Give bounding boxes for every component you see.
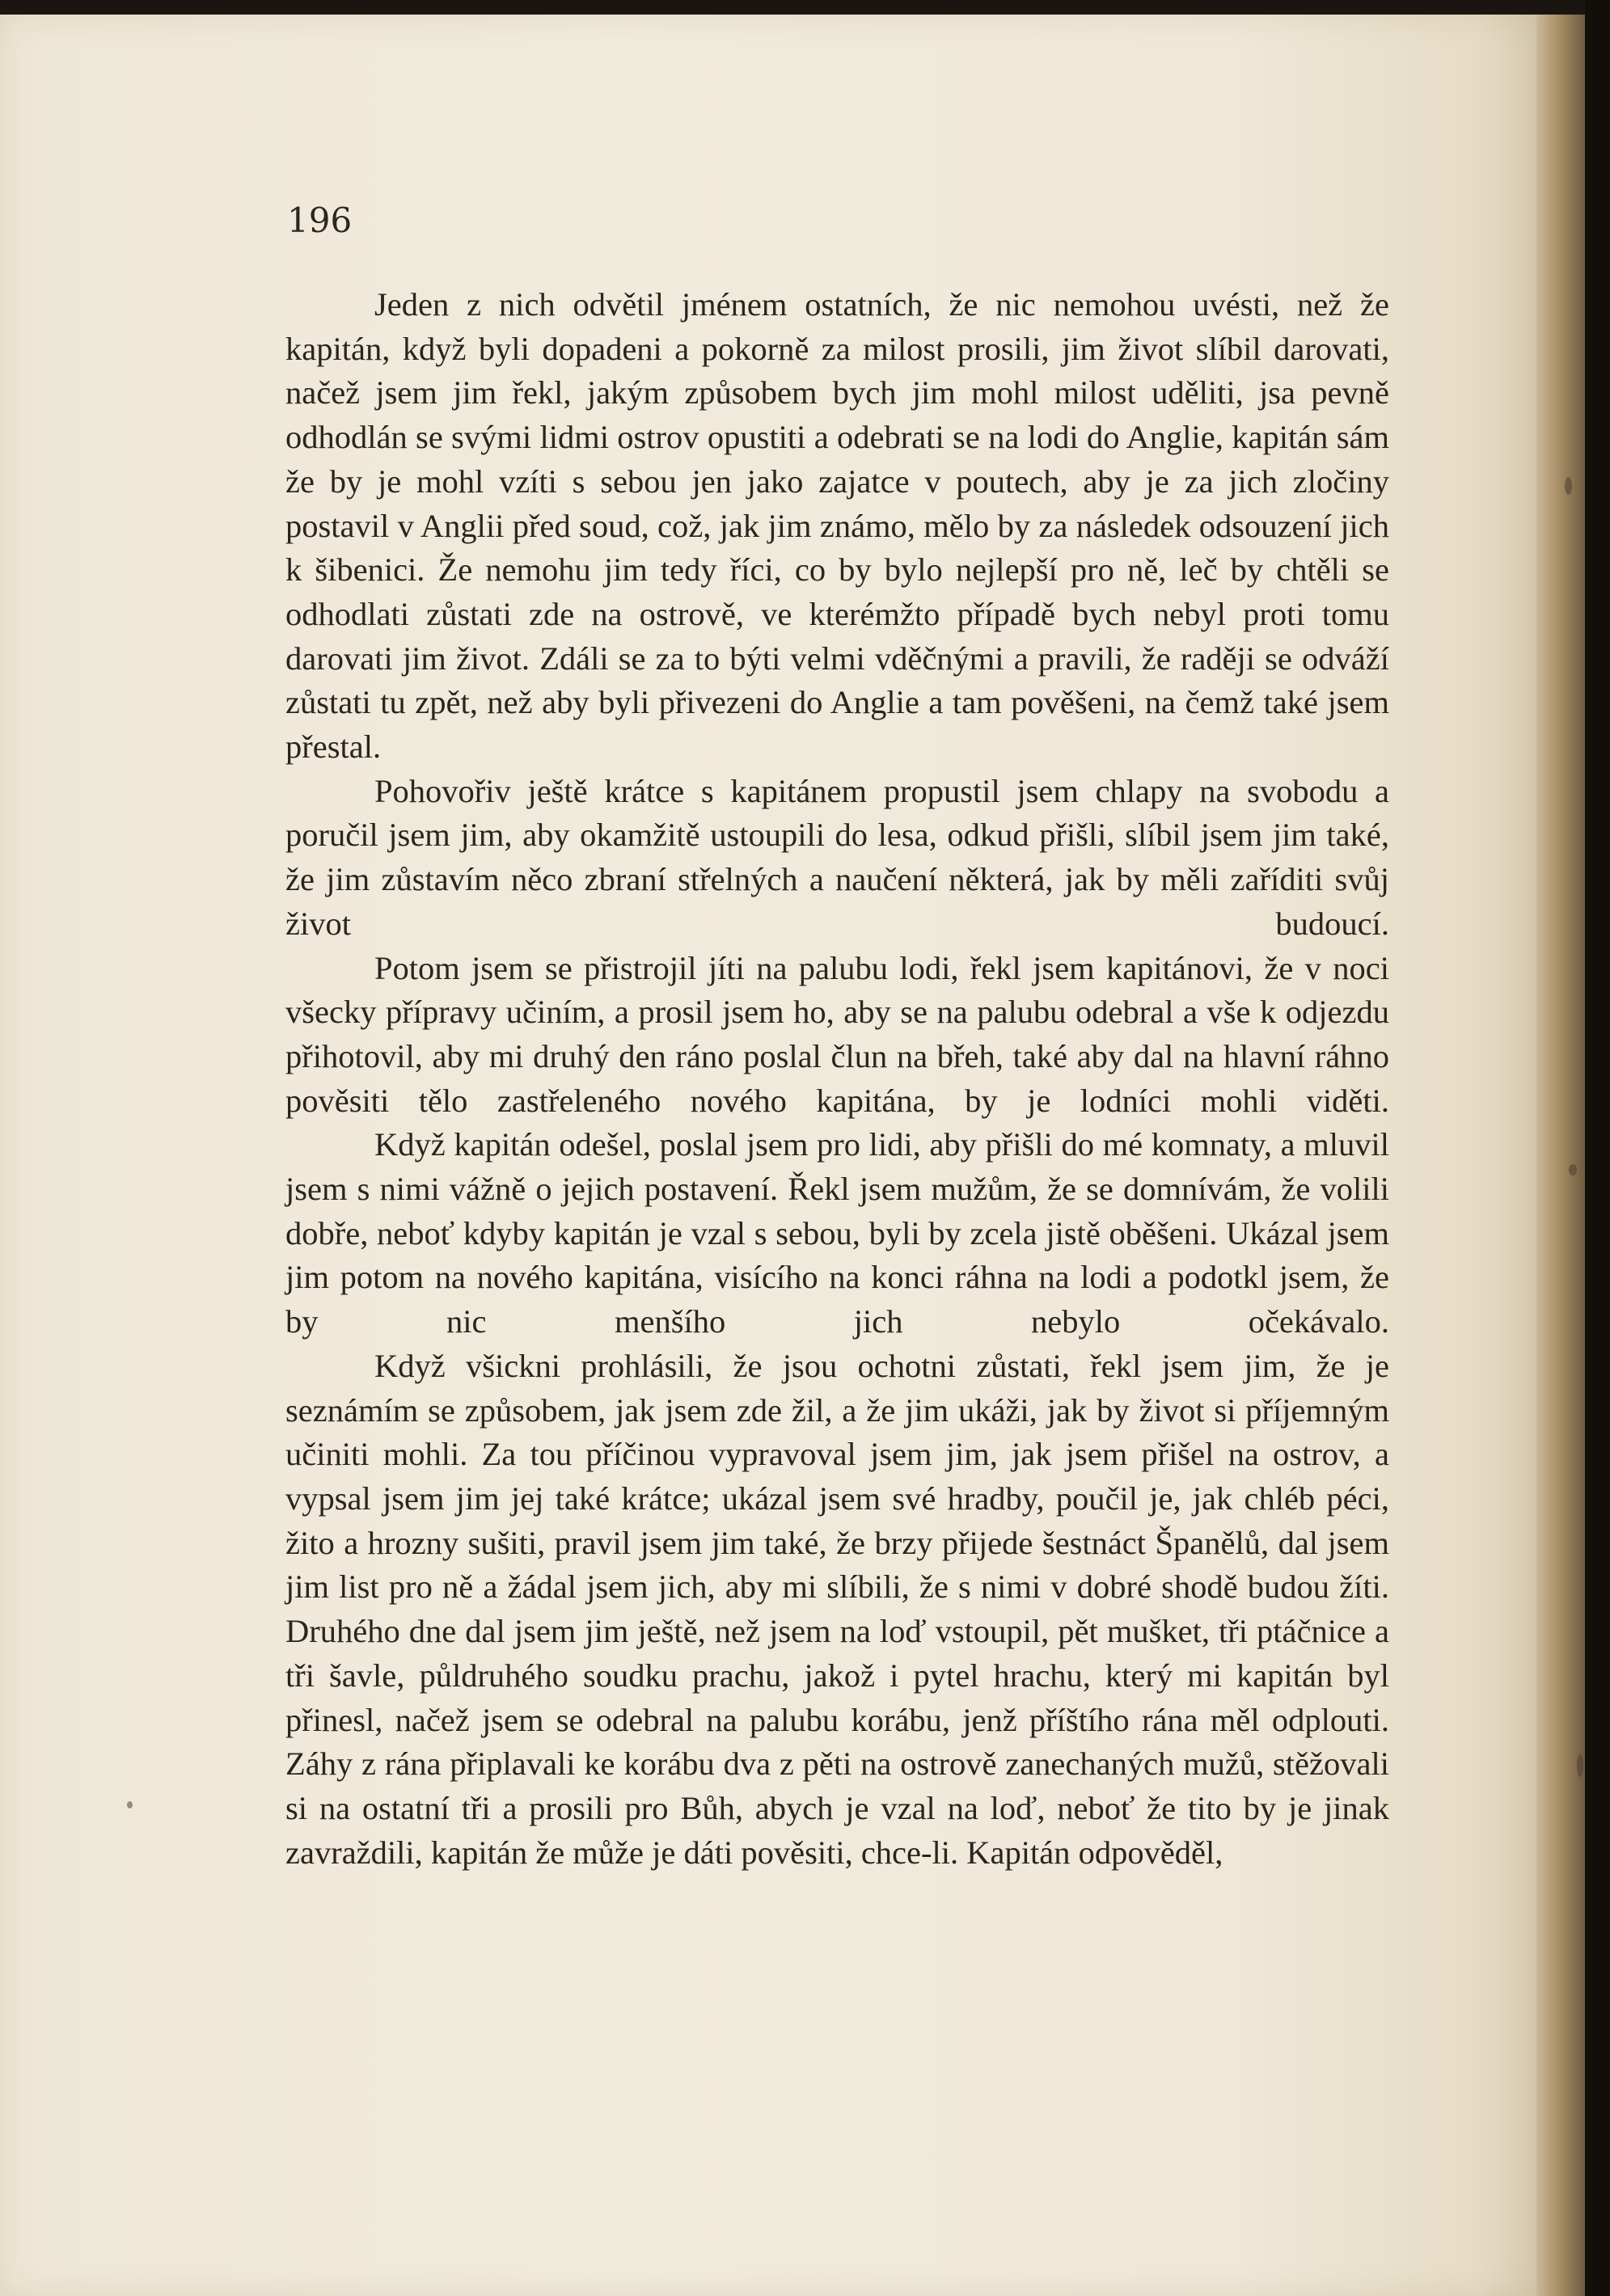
book-spine [1585, 0, 1610, 2296]
ink-spot [1577, 1754, 1583, 1777]
page-edge [1536, 15, 1585, 2296]
paragraph: Jeden z nich odvětil jménem ostatních, že nic nemohou uvésti, než že kapitán, když byli dopadeni a pokorně za milost prosili, jim život slíbil darovati, načež jsem jim řekl, jakým způsobem bych jim mohl milost uděliti, jsa pevně odhodlán se svými lidmi ostrov opustiti a odebrati se na lodi do Anglie, kapitán sám že by je mohl vzíti s sebou jen jako zajatce v poutech, aby je za jich zločiny postavil v Anglii před soud, což, jak jim známo, mělo by za následek odsouzení jich k šibenici. Že nemohu jim tedy říci, co by bylo nejlepší pro ně, leč by chtěli se odhodlati zůstati zde na ostrově, ve kterémžto případě bych nebyl proti tomu darovati jim život. Zdáli se za to býti velmi vděčnými a pravili, že raději se odváží zůstati tu zpět, než aby byli přivezeni do Anglie a tam pověšeni, na čemž také jsem přestal. [285, 286, 1389, 766]
body-text [285, 283, 1389, 1875]
paragraph: Když všickni prohlásili, že jsou ochotni zůstati, řekl jsem jim, že je seznámím se způsobem, jak jsem zde žil, a že jim ukáži, jak by život si příjemným učiniti mohli. Za tou příčinou vypravoval jsem jim, jak jsem přišel na ostrov, a vypsal jsem jim jej také krátce; ukázal jsem své hradby, poučil je, jak chléb péci, žito a hrozny sušiti, pravil jsem jim také, že brzy přijede šestnáct Španělů, dal jsem jim list pro ně a žádal jsem jich, aby mi slíbili, že s nimi v dobré shodě budou žíti. Druhého dne dal jsem jim ještě, než jsem na loď vstoupil, pět mušket, tři ptáčnice a tři šavle, půldruhého soudku prachu, jakož i pytel hrachu, který mi kapitán byl přinesl, načež jsem se odebral na palubu korábu, jenž příštího rána měl odplouti. Záhy z rána připlavali ke korábu dva z pěti na ostrově zanechaných mužů, stěžovali si na ostatní tři a prosili pro Bůh, abych je vzal na loď, neboť že tito by je jinak zavraždili, kapitán že může je dáti pověsiti, chce-li. Kapitán odpověděl, [285, 1347, 1389, 1871]
paragraph: Potom jsem se přistrojil jíti na palubu lodi, řekl jsem kapitánovi, že v noci všecky přípravy učiním, a prosil jsem ho, aby se na palubu odebral a vše k odjezdu přihotovil, aby mi druhý den ráno poslal člun na břeh, také aby dal na hlavní ráhno pověsiti tělo zastřeleného nového kapitána, by je lodníci mohli viděti. [285, 949, 1389, 1119]
ink-spot [127, 1801, 133, 1809]
paragraph: Pohovořiv ještě krátce s kapitánem propustil jsem chlapy na svobodu a poručil jsem jim, aby okamžitě ustoupili do lesa, odkud přišli, slíbil jsem jim také, že jim zůstavím něco zbraní střelných a naučení některá, jak by měli zaříditi svůj život budoucí. [285, 772, 1389, 942]
ink-spot [1565, 477, 1572, 495]
paragraph: Když kapitán odešel, poslal jsem pro lidi, aby přišli do mé komnaty, a mluvil jsem s nimi vážně o jejich postavení. Řekl jsem mužům, že se domnívám, že volili dobře, neboť kdyby kapitán je vzal s sebou, byli by zcela jistě oběšeni. Ukázal jsem jim potom na nového kapitána, visícího na konci ráhna na lodi a podotkl jsem, že by nic menšího jich nebylo očekávalo. [285, 1126, 1389, 1340]
ink-spot [1569, 1164, 1577, 1175]
page-number: 196 [287, 200, 353, 240]
